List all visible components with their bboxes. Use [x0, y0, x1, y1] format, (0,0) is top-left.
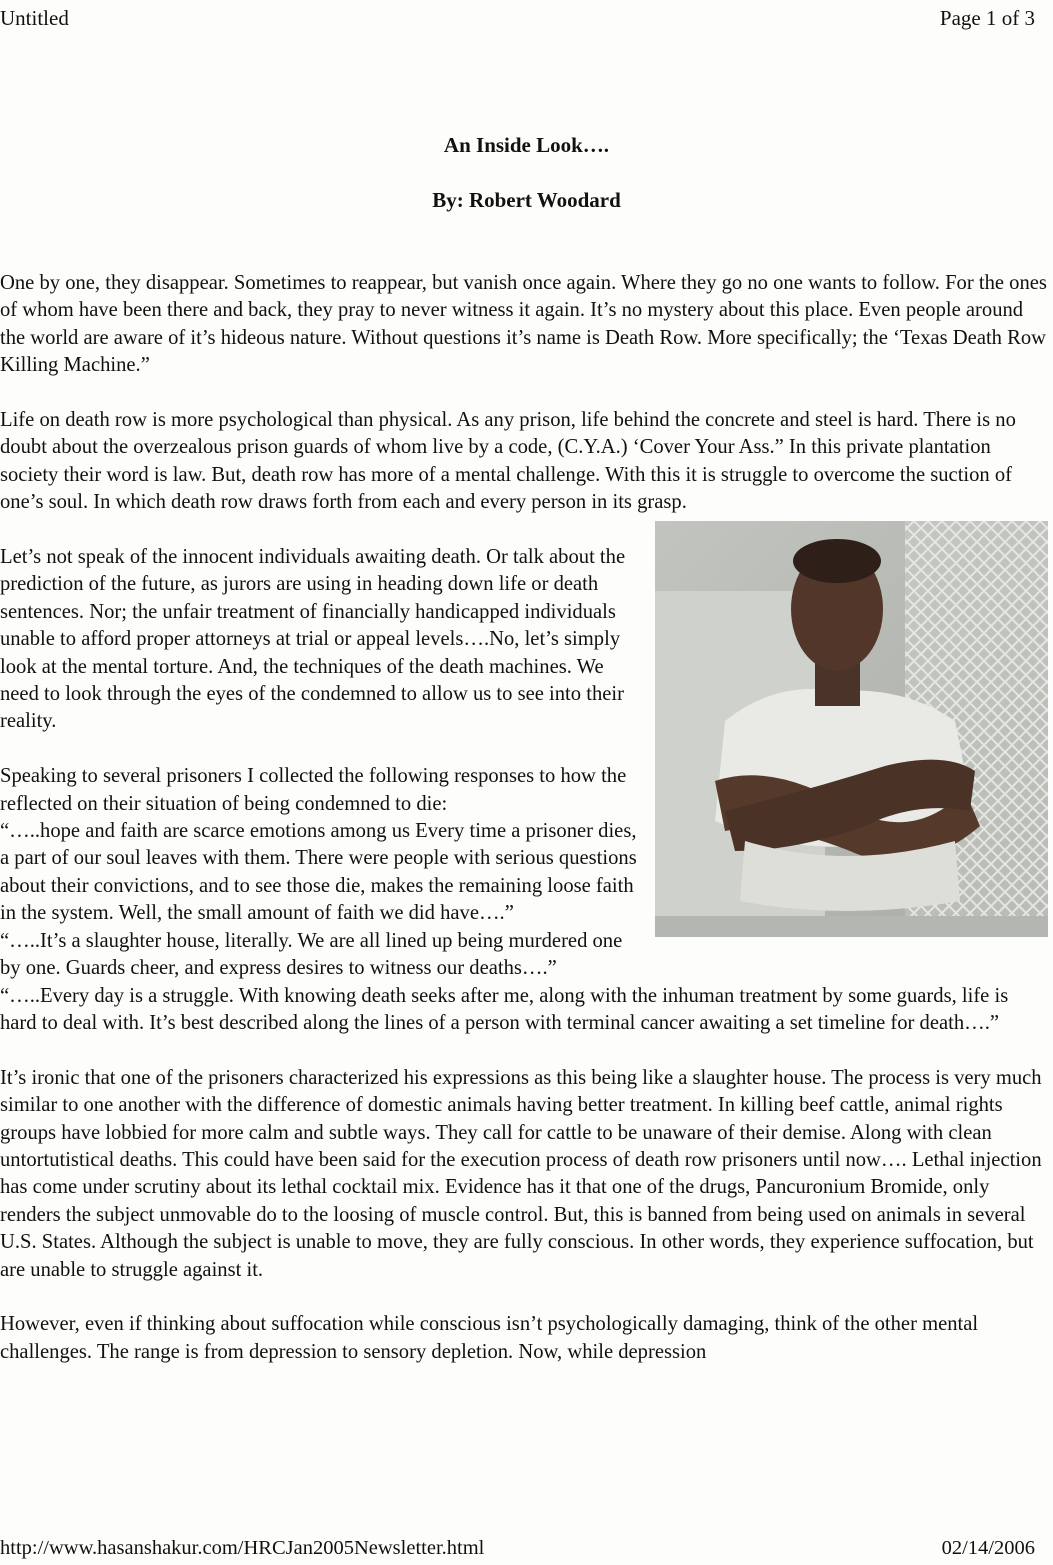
- article-body: [0, 270, 1048, 1366]
- paragraph-4: Speaking to several prisoners I collected the following responses to how the reflected on their situation of being condemned to die:: [0, 765, 627, 815]
- paragraph-2: Life on death row is more psychological than physical. As any prison, life behind the concrete and steel is hard. There is no doubt about the overzealous prison guards of whom live by a code, (C.Y.A.) ‘Cover Your Ass.” In this private plantation society their word is law. But, death row has more of a mental challenge. With this it is struggle to overcome the suction of one’s soul. In which death row draws forth from each and every person in its grasp.: [0, 409, 1016, 514]
- paragraph-1: One by one, they disappear. Sometimes to reappear, but vanish once again. Where they go no one wants to follow. For the ones of whom have been there and back, they pray to never witness it again. It’s no mystery about this place. Even people around the world are aware of it’s hideous nature. Without questions it’s name is Death Row. More specifically; the ‘Texas Death Row Killing Machine.”: [0, 272, 1047, 377]
- page-header-title: Untitled: [0, 6, 69, 30]
- footer-date: 02/14/2006: [941, 1537, 1035, 1559]
- paragraph-5: It’s ironic that one of the prisoners characterized his expressions as this being like a slaughter house. The process is very much similar to one another with the difference of domestic animals having better treatment. In killing beef cattle, animal rights groups have lobbied for more calm and subtle ways. They call for cattle to be unaware of their demise. Along with clean untortutistical deaths. This could have been said for the execution process of death row prisoners until now…. Lethal injection has come under scrutiny about its lethal cocktail mix. Evidence has it that one of the drugs, Pancuronium Bromide, only renders the subject unmovable do to the loosing of muscle control. But, this is banned from being used on animals in several U.S. States. Although the subject is unable to move, they are fully conscious. In other words, they experience suffocation, but are unable to struggle against it.: [0, 1066, 1042, 1281]
- article-title: An Inside Look….: [443, 133, 610, 157]
- quote-1: “…..hope and faith are scarce emotions among us Every time a prisoner dies, a part of our soul leaves with them. There were people with serious questions about their convictions, and to see those die, makes the remaining loose faith in the system. Well, the small amount of faith we did have….”: [0, 820, 637, 925]
- paragraph-3: Let’s not speak of the innocent individuals awaiting death. Or talk about the prediction of the future, as jurors are using in heading down life or death sentences. Nor; the unfair treatment of financially handicapped individuals unable to afford proper attorneys at trial or appeal levels….No, let’s simply look at the mental torture. And, the techniques of the death machines. We need to look through the eyes of the condemned to allow us to see into their reality.: [0, 546, 626, 733]
- page-number: Page 1 of 3: [939, 6, 1035, 30]
- paragraph-6: However, even if thinking about suffocation while conscious isn’t psychologically damaging, think of the other mental challenges. The range is from depression to sensory depletion. Now, while depression: [0, 1313, 979, 1363]
- article-byline: By: Robert Woodard: [432, 188, 621, 212]
- prisoner-photo: [655, 521, 1048, 937]
- quote-3: “…..Every day is a struggle. With knowing death seeks after me, along with the inhuman treatment by some guards, life is hard to deal with. It’s best described along the lines of a person with terminal cancer awaiting a set timeline for death….”: [0, 984, 1009, 1034]
- quote-2: “…..It’s a slaughter house, literally. We are all lined up being murdered one by one. Guards cheer, and express desires to witness our deaths….”: [0, 929, 623, 980]
- footer-url: http://www.hasanshakur.com/HRCJan2005Newsletter.html: [0, 1537, 485, 1559]
